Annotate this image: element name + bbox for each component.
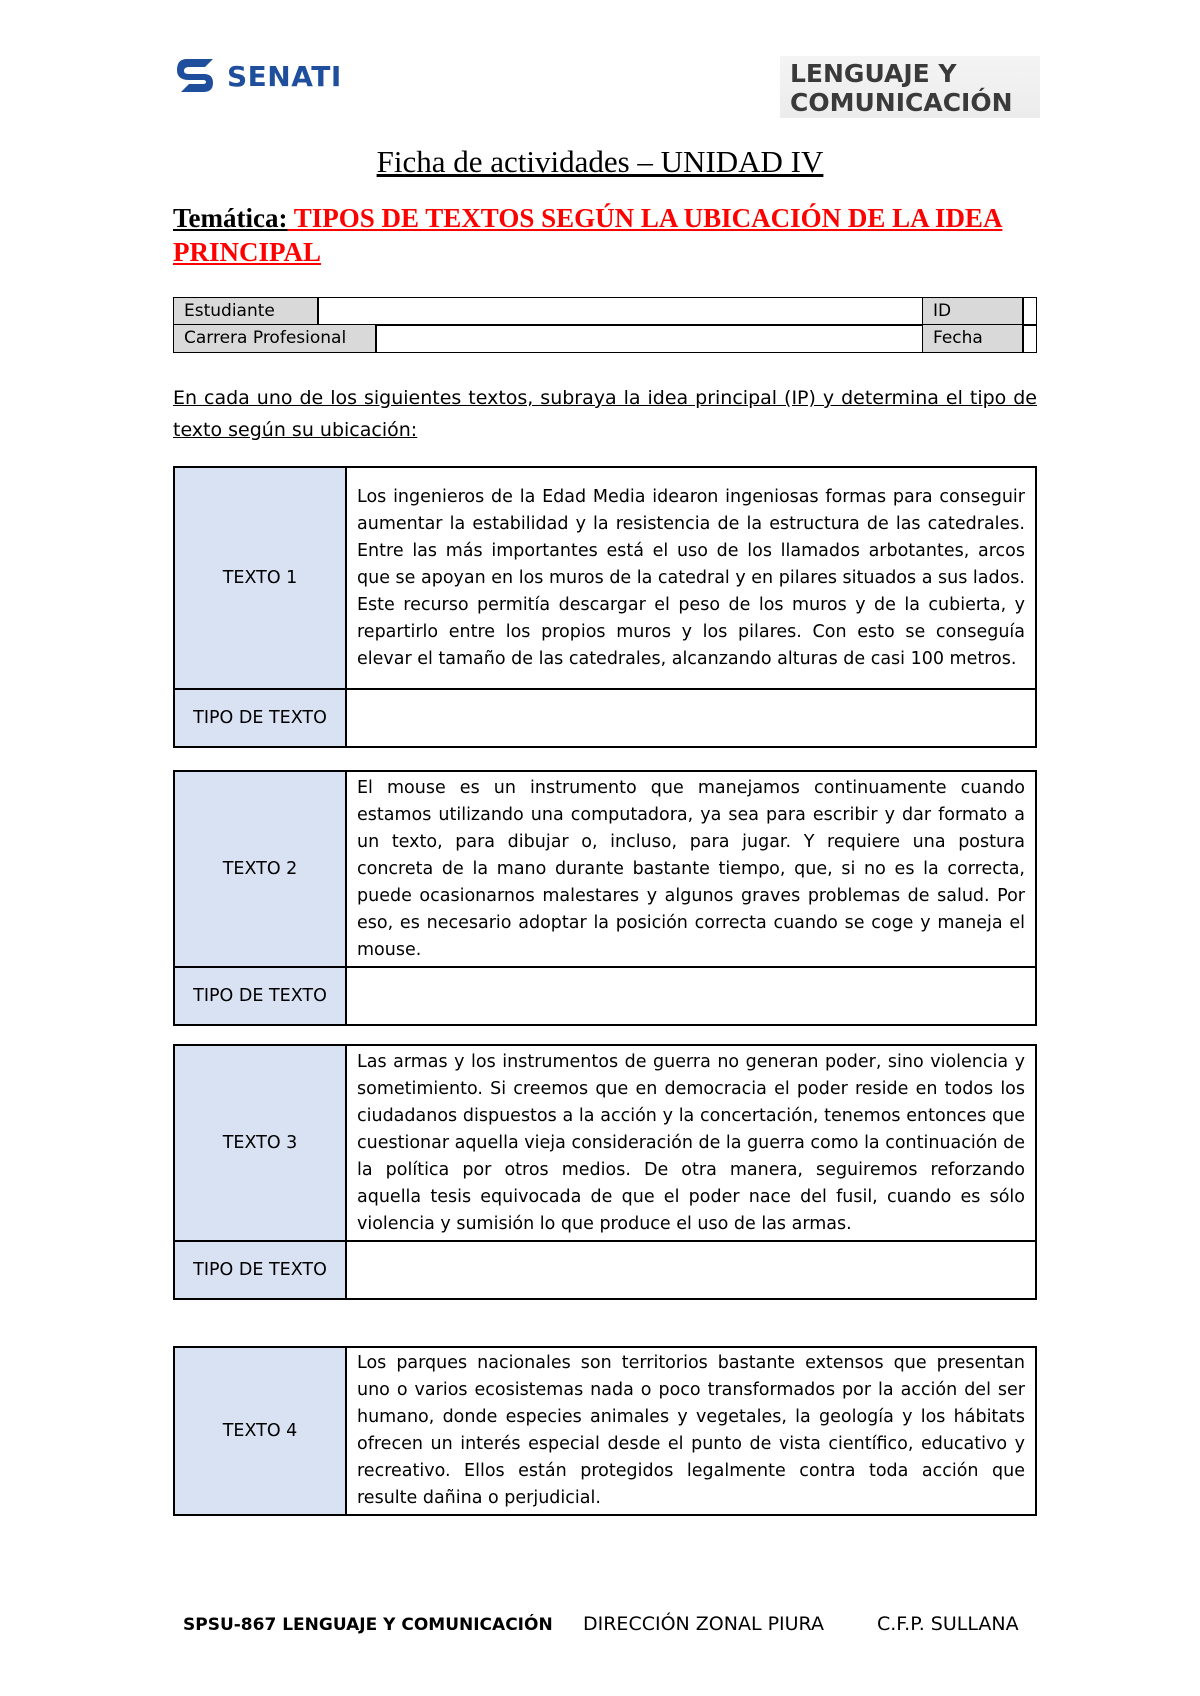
text-row	[174, 1045, 1036, 1241]
text-table-3	[173, 1044, 1037, 1300]
text-label: TEXTO 1	[174, 467, 346, 689]
career-field[interactable]	[375, 324, 924, 353]
student-id-label: ID	[922, 297, 1024, 326]
answer-label: TIPO DE TEXTO	[174, 689, 346, 747]
page-title: Ficha de actividades – UNIDAD IV	[376, 144, 824, 179]
senati-logo	[175, 56, 342, 96]
page-footer	[0, 1613, 1200, 1643]
text-content: Los ingenieros de la Edad Media idearon ingeniosas formas para conseguir aumentar la estabilidad y la resistencia de la estructura de las catedrales. Entre las más importantes está el uso de los llamados arbotantes, arcos que se apoyan en los muros de la catedral y en pilares situados a sus lados. Este recurso permitía descargar el peso de los muros y de la cubierta, y repartirlo entre los propios muros y los pilares. Con esto se conseguía elevar el tamaño de las catedrales, alcanzando alturas de casi 100 metros.	[346, 467, 1036, 689]
senati-emblem-icon	[175, 56, 219, 96]
date-field-edge	[1022, 324, 1037, 353]
student-id-field-edge	[1022, 297, 1037, 326]
answer-label: TIPO DE TEXTO	[174, 967, 346, 1025]
text-content: El mouse es un instrumento que manejamos continuamente cuando estamos utilizando una computadora, ya sea para escribir y dar formato a un texto, para dibujar o, incluso, para jugar. Y requiere una postura concreta de la mano durante bastante tiempo, que, si no es la correcta, puede ocasionarnos malestares y algunos graves problemas de salud. Por eso, es necesario adoptar la posición correcta cuando se coge y maneja el mouse.	[346, 771, 1036, 967]
footer-zone: DIRECCIÓN ZONAL PIURA	[583, 1613, 824, 1635]
text-content: Las armas y los instrumentos de guerra no generan poder, sino violencia y sometimiento. Si creemos que en democracia el poder reside en todos los ciudadanos dispuestos a la acción y la concertación, tenemos entonces que cuestionar aquella vieja consideración de la guerra como la continuación de la política por otros medios. De otra manera, seguiremos reforzando aquella tesis equivocada de que el poder nace del fusil, cuando es sólo violencia y sumisión lo que produce el uso de las armas.	[346, 1045, 1036, 1241]
course-title-line2: COMUNICACIÓN	[790, 88, 1013, 117]
student-form-grid	[173, 297, 1037, 355]
text-row	[174, 467, 1036, 689]
logo-wordmark: SENATI	[227, 59, 342, 93]
footer-course-code: SPSU-867 LENGUAJE Y COMUNICACIÓN	[183, 1615, 553, 1635]
text-row	[174, 771, 1036, 967]
course-title-line1: LENGUAJE Y	[790, 59, 957, 88]
text-table-4	[173, 1346, 1037, 1516]
student-name-field[interactable]	[317, 297, 924, 326]
instruction-text: En cada uno de los siguientes textos, subraya la idea principal (IP) y determina el tipo de texto según su ubicación:	[173, 387, 1037, 441]
topic-heading	[173, 201, 1033, 269]
text-label: TEXTO 3	[174, 1045, 346, 1241]
answer-label: TIPO DE TEXTO	[174, 1241, 346, 1299]
footer-center: C.F.P. SULLANA	[877, 1613, 1019, 1635]
answer-field[interactable]	[346, 689, 1036, 747]
answer-row	[174, 967, 1036, 1025]
text-table-2	[173, 770, 1037, 1026]
answer-field[interactable]	[346, 967, 1036, 1025]
text-table-1	[173, 466, 1037, 748]
text-label: TEXTO 2	[174, 771, 346, 967]
text-row	[174, 1347, 1036, 1515]
topic-value: TIPOS DE TEXTOS SEGÚN LA UBICACIÓN DE LA IDEA PRINCIPAL	[173, 203, 1003, 267]
topic-label: Temática:	[173, 203, 288, 233]
answer-row	[174, 1241, 1036, 1299]
student-name-label: Estudiante	[173, 297, 319, 326]
text-label: TEXTO 4	[174, 1347, 346, 1515]
answer-row	[174, 689, 1036, 747]
career-label: Carrera Profesional	[173, 324, 377, 353]
text-content: Los parques nacionales son territorios bastante extensos que presentan uno o varios ecosistemas nada o poco transformados por la acción del ser humano, donde especies animales y vegetales, la geología y los hábitats ofrecen un interés especial desde el punto de vista científico, educativo y recreativo. Ellos están protegidos legalmente contra toda acción que resulte dañina o perjudicial.	[346, 1347, 1036, 1515]
date-label: Fecha	[922, 324, 1024, 353]
course-title-banner	[780, 56, 1040, 118]
answer-field[interactable]	[346, 1241, 1036, 1299]
